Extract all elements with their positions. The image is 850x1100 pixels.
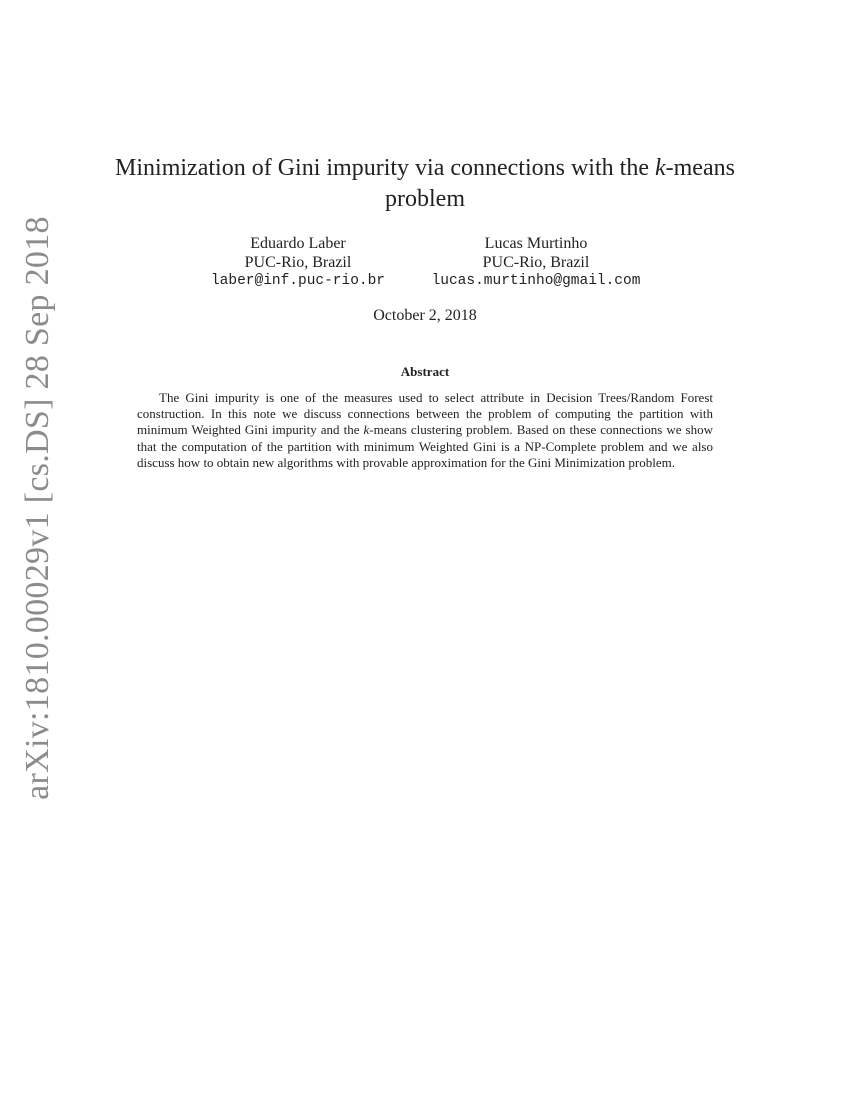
- author-affiliation: PUC-Rio, Brazil: [244, 254, 352, 271]
- publication-date: October 2, 2018: [373, 307, 477, 324]
- author-email[interactable]: laber@inf.puc-rio.br: [210, 273, 386, 289]
- author-email[interactable]: lucas.murtinho@gmail.com: [431, 273, 641, 289]
- author-2: [424, 234, 648, 291]
- abstract-k-italic: k: [363, 422, 370, 438]
- title-k-italic: k: [654, 155, 666, 181]
- title-text-part1: Minimization of Gini impurity via connections with the: [115, 155, 655, 181]
- author-1: [196, 234, 400, 291]
- paper-title: [110, 153, 740, 215]
- arxiv-identifier: arXiv:1810.00029v1 [cs.DS] 28 Sep 2018: [19, 216, 56, 800]
- abstract-text-part2: -means clustering problem. Based on these connections we show that the computation of the partition with minimum Weighted Gini is a NP-Complete problem and we also discuss how to obtain new algorithms with provable approximation for the Gini Minimization problem.: [137, 422, 713, 470]
- author-name: Lucas Murtinho: [484, 235, 588, 252]
- author-name: Eduardo Laber: [250, 235, 346, 252]
- abstract-heading: Abstract: [400, 364, 450, 379]
- abstract-body: [137, 390, 713, 471]
- title-text-part2: -means problem: [385, 155, 735, 212]
- abstract-text-part1: The Gini impurity is one of the measures used to select attribute in Decision Trees/Random Forest construction. In this note we discuss connections between the problem of computing the partition with minimum Weighted Gini impurity and the: [137, 390, 713, 438]
- author-affiliation: PUC-Rio, Brazil: [482, 254, 590, 271]
